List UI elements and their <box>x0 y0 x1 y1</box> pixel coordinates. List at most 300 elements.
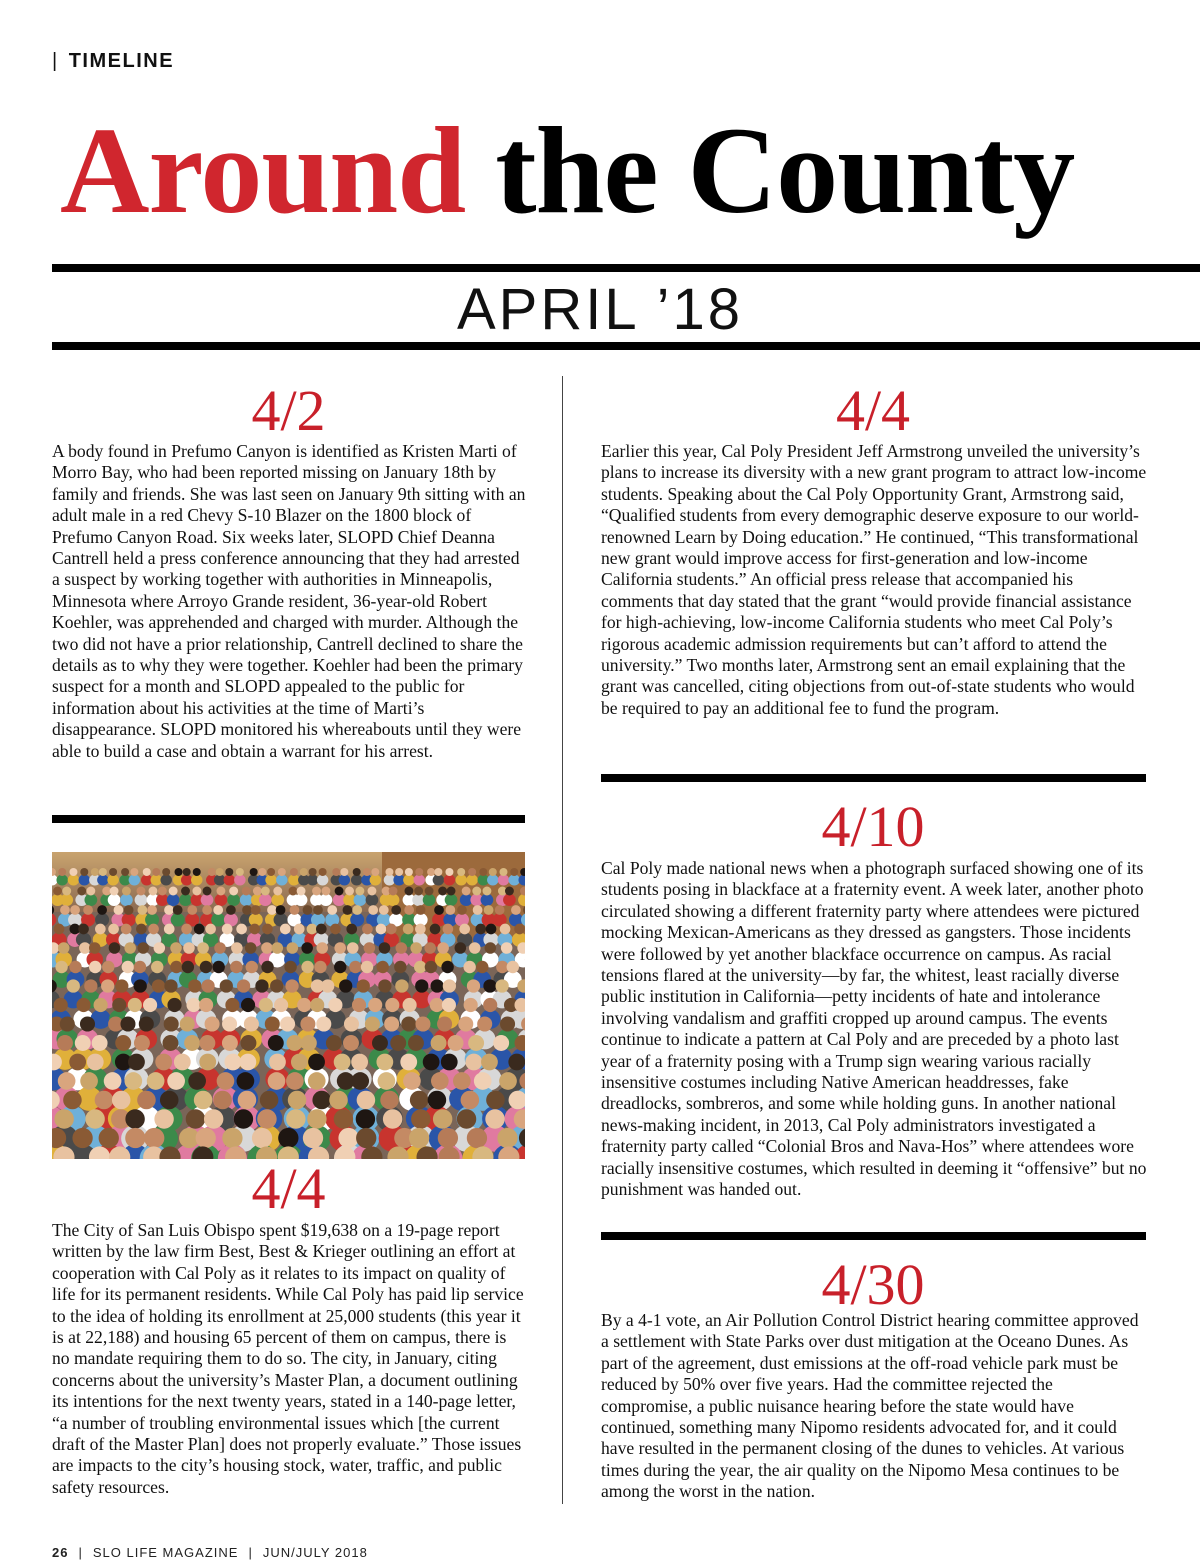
crowd-person-head <box>262 924 273 935</box>
crowd-person-head <box>108 924 119 935</box>
crowd-person-head <box>404 905 414 915</box>
crowd-person-head <box>144 1128 164 1148</box>
crowd-person-head <box>314 961 326 973</box>
crowd-person-head <box>125 1128 145 1148</box>
crowd-person-head <box>273 887 282 896</box>
crowd-person-head <box>326 1035 342 1051</box>
crowd-person-head <box>334 1054 351 1071</box>
crowd-person-body <box>240 894 253 906</box>
crowd-person-body <box>370 875 382 886</box>
crowd-person-head <box>72 1128 92 1148</box>
crowd-person-head <box>477 1016 492 1031</box>
crowd-person-head <box>378 1072 396 1090</box>
crowd-person-head <box>309 868 317 876</box>
crowd-person-head <box>181 924 192 935</box>
crowd-person-body <box>508 875 520 886</box>
crowd-person-head <box>183 868 191 876</box>
crowd-person-body <box>84 894 97 906</box>
crowd-person-head <box>76 998 90 1012</box>
entry-text: A body found in Prefumo Canyon is identified as Kristen Marti of Morro Bay, who had been reported missing on January 18th by family and friends. She was last seen on January 9th sitting with an adult male in a red Chevy S-10 Blazer on the 1800 block of Prefumo Canyon Road. Six weeks later, SLOPD Chief Deanna Cantrell held a press conference announcing that they had arrested a suspect by working together with authorities in Minneapolis, Minnesota where Arroyo Grande resident, 36-year-old Robert Koehler, was apprehended and charged with murder. Although the two did not have a prior relationship, Cantrell declined to share the details as to why they were together. Koehler had been the primary suspect for a month and SLOPD appealed to the public for information about his activities at the time of Marti’s disappearance. SLOPD monitored his whereabouts until they were able to build a case and obtain a warrant for his arrest. <box>52 441 527 762</box>
crowd-person-head <box>430 998 444 1012</box>
crowd-person-head <box>124 905 134 915</box>
crowd-person-head <box>313 905 323 915</box>
section-tag <box>52 50 174 73</box>
crowd-person-head <box>201 979 214 992</box>
crowd-person-body <box>107 875 119 886</box>
crowd-person-head <box>199 998 213 1012</box>
crowd-person-body <box>433 875 445 886</box>
crowd-person-head <box>415 924 426 935</box>
crowd-person-head <box>368 998 382 1012</box>
crowd-person-head <box>514 924 525 935</box>
crowd-person-body <box>339 875 351 886</box>
crowd-person-head <box>280 924 291 935</box>
crowd-person-head <box>462 887 471 896</box>
crowd-person-head <box>365 1016 380 1031</box>
crowd-person-head <box>169 887 178 896</box>
crowd-photo <box>52 852 525 1159</box>
crowd-person-head <box>134 1035 150 1051</box>
crowd-person-head <box>489 868 497 876</box>
entry-text: The City of San Luis Obispo spent $19,638 on a 19-page report written by the law firm Best, Best & Krieger outlining an effort at cooperation with Cal Poly as it relates to its impact on quality of life for its permanent residents. While Cal Poly has paid lip service to the idea of holding its enrollment at 25,000 students (this year it is at 22,188) and housing 65 percent of them on campus, there is no mandate requiring them to do so. The city, in January, citing concerns about the university’s Master Plan, a document outlining its intentions for the next twenty years, stated in a 140-page letter, “a number of troubling environmental issues which [the current draft of the Master Plan] does not properly evaluate.” Those issues are impacts to the city’s housing stock, water, traffic, and public safety resources. <box>52 1220 527 1498</box>
crowd-person-head <box>453 1072 471 1090</box>
crowd-person-body <box>276 875 288 886</box>
crowd-person-head <box>220 979 233 992</box>
crowd-person-head <box>499 1072 517 1090</box>
crowd-person-body <box>179 894 192 906</box>
crowd-person-body <box>351 875 363 886</box>
crowd-person-head <box>508 1054 525 1071</box>
crowd-person-head <box>437 942 449 954</box>
crowd-person-body <box>259 894 272 906</box>
crowd-person-head <box>286 1072 304 1090</box>
crowd-person-head <box>448 1035 464 1051</box>
crowd-person-head <box>147 1072 165 1090</box>
crowd-person-head <box>252 1128 272 1148</box>
crowd-person-head <box>497 1128 517 1148</box>
crowd-person-head <box>385 868 393 876</box>
crowd-person-head <box>416 905 426 915</box>
crowd-person-body <box>455 875 467 886</box>
crowd-person-head <box>469 942 481 954</box>
crowd-person-head <box>261 961 273 973</box>
crowd-person-head <box>385 998 399 1012</box>
crowd-person-head <box>163 1035 179 1051</box>
crowd-person-head <box>457 905 467 915</box>
crowd-person-body <box>444 875 456 886</box>
crowd-person-head <box>371 868 379 876</box>
crowd-person-head <box>57 1035 73 1051</box>
crowd-person-head <box>170 942 182 954</box>
crowd-person-head <box>69 961 81 973</box>
crowd-person-head <box>493 1035 509 1051</box>
crowd-person-body <box>108 894 121 906</box>
crowd-person-head <box>97 905 107 915</box>
crowd-person-head <box>164 905 174 915</box>
crowd-person-head <box>384 1016 399 1031</box>
crowd-person-head <box>319 868 327 876</box>
crowd-person-head <box>203 887 212 896</box>
crowd-person-body <box>60 894 73 906</box>
crowd-person-head <box>363 868 371 876</box>
crowd-person-head <box>376 961 388 973</box>
crowd-person-head <box>278 1128 298 1148</box>
crowd-person-head <box>194 924 205 935</box>
crowd-person-head <box>364 942 376 954</box>
crowd-person-head <box>226 905 236 915</box>
crowd-person-head <box>486 1091 505 1110</box>
crowd-person-head <box>415 979 428 992</box>
crowd-person-head <box>192 887 201 896</box>
crowd-person-head <box>433 1109 452 1128</box>
crowd-person-head <box>510 868 518 876</box>
crowd-person-head <box>290 905 300 915</box>
crowd-person-head <box>501 942 513 954</box>
crowd-person-head <box>287 1035 303 1051</box>
crowd-person-head <box>125 1109 144 1128</box>
crowd-person-head <box>244 1016 259 1031</box>
crowd-person-head <box>349 961 361 973</box>
crowd-person-head <box>109 868 117 876</box>
crowd-person-head <box>188 1072 206 1090</box>
crowd-person-head <box>162 868 170 876</box>
crowd-person-head <box>316 942 328 954</box>
entry-date: 4/30 <box>600 1254 1146 1316</box>
crowd-person-head <box>353 868 361 876</box>
crowd-person-head <box>389 887 398 896</box>
crowd-person-head <box>395 979 408 992</box>
crowd-person-head <box>321 887 330 896</box>
crowd-person-head <box>212 961 224 973</box>
crowd-person-head <box>483 979 496 992</box>
crowd-person-head <box>403 1072 421 1090</box>
crowd-person-head <box>259 998 273 1012</box>
crowd-person-head <box>58 868 66 876</box>
crowd-person-head <box>485 1109 504 1128</box>
crowd-person-head <box>403 924 414 935</box>
crowd-person-head <box>484 905 494 915</box>
crowd-person-head <box>300 868 308 876</box>
crowd-person-head <box>240 1035 256 1051</box>
entry-rule <box>601 1232 1146 1240</box>
crowd-person-head <box>330 924 341 935</box>
crowd-person-head <box>334 1109 353 1128</box>
crowd-person-head <box>79 942 91 954</box>
crowd-person-head <box>83 905 93 915</box>
crowd-person-head <box>128 998 142 1012</box>
crowd-person-head <box>425 961 437 973</box>
crowd-person-head <box>459 924 470 935</box>
crowd-person-head <box>475 924 486 935</box>
crowd-person-head <box>173 905 183 915</box>
crowd-person-head <box>442 998 456 1012</box>
crowd-person-head <box>136 924 147 935</box>
crowd-person-head <box>269 1054 286 1071</box>
crowd-person-body <box>224 875 236 886</box>
entry-date: 4/4 <box>600 380 1146 442</box>
crowd-person-head <box>403 998 417 1012</box>
crowd-person-head <box>345 887 354 896</box>
crowd-person-head <box>55 961 67 973</box>
crowd-person-head <box>343 1035 359 1051</box>
crowd-person-head <box>361 961 373 973</box>
crowd-person-head <box>143 998 157 1012</box>
crowd-person-head <box>238 1091 257 1110</box>
crowd-person-head <box>112 998 126 1012</box>
crowd-person-head <box>482 887 491 896</box>
crowd-person-head <box>357 979 370 992</box>
crowd-person-head <box>291 1054 308 1071</box>
crowd-person-head <box>253 887 262 896</box>
crowd-person-head <box>225 868 233 876</box>
crowd-person-head <box>465 1054 482 1071</box>
crowd-person-head <box>505 887 514 896</box>
crowd-person-head <box>257 1109 276 1128</box>
crowd-person-head <box>272 942 284 954</box>
page-number: 26 <box>52 1545 68 1560</box>
crowd-person-body <box>403 875 415 886</box>
page-title <box>60 96 1200 246</box>
crowd-person-head <box>194 1091 213 1110</box>
crowd-person-body <box>201 894 214 906</box>
crowd-person-head <box>425 887 434 896</box>
crowd-person-head <box>67 979 80 992</box>
crowd-person-head <box>137 1091 156 1110</box>
crowd-person-head <box>137 942 149 954</box>
crowd-person-head <box>400 1054 417 1071</box>
publication-name: SLO LIFE MAGAZINE <box>93 1545 239 1560</box>
crowd-person-head <box>297 998 311 1012</box>
crowd-person-head <box>216 887 225 896</box>
crowd-person-head <box>187 905 197 915</box>
crowd-person-head <box>167 998 181 1012</box>
crowd-person-head <box>149 887 158 896</box>
crowd-person-head <box>137 905 147 915</box>
crowd-person-head <box>356 1109 375 1128</box>
crowd-person-head <box>289 887 298 896</box>
crowd-person-head <box>443 979 456 992</box>
crowd-person-head <box>290 868 298 876</box>
crowd-person-head <box>80 1072 98 1090</box>
crowd-person-head <box>334 961 346 973</box>
section-tag-bar: | <box>52 50 59 72</box>
crowd-person-body <box>320 894 333 906</box>
crowd-person-head <box>316 1016 331 1031</box>
crowd-person-head <box>69 868 77 876</box>
crowd-person-head <box>199 1054 216 1071</box>
crowd-person-head <box>208 868 216 876</box>
crowd-person-head <box>312 1091 331 1110</box>
crowd-person-body <box>167 894 180 906</box>
crowd-person-body <box>307 875 319 886</box>
crowd-person-head <box>85 1109 104 1128</box>
crowd-person-head <box>104 1072 122 1090</box>
crowd-person-body <box>234 875 246 886</box>
crowd-person-head <box>445 868 453 876</box>
crowd-person-head <box>303 905 313 915</box>
crowd-person-head <box>54 998 68 1012</box>
crowd-person-head <box>139 1016 154 1031</box>
crowd-person-head <box>186 998 200 1012</box>
crowd-person-head <box>147 905 157 915</box>
crowd-person-head <box>109 942 121 954</box>
crowd-person-head <box>483 998 497 1012</box>
crowd-person-head <box>160 1091 179 1110</box>
crowd-person-head <box>199 1035 215 1051</box>
crowd-person-head <box>472 887 481 896</box>
crowd-person-head <box>339 979 352 992</box>
crowd-person-head <box>193 868 201 876</box>
crowd-person-head <box>213 905 223 915</box>
crowd-person-head <box>230 961 242 973</box>
crowd-person-head <box>242 887 251 896</box>
crowd-person-head <box>183 942 195 954</box>
crowd-person-head <box>405 868 413 876</box>
crowd-person-head <box>184 1035 200 1051</box>
crowd-person-head <box>89 961 101 973</box>
crowd-person-head <box>58 1072 76 1090</box>
crowd-person-head <box>196 1128 216 1148</box>
crowd-person-head <box>75 1035 91 1051</box>
crowd-person-head <box>95 1091 114 1110</box>
crowd-person-body <box>171 913 185 926</box>
crowd-person-head <box>152 979 165 992</box>
crowd-person-head <box>164 979 177 992</box>
crowd-person-head <box>430 979 443 992</box>
header-rule-bottom <box>52 342 1200 350</box>
crowd-person-head <box>340 868 348 876</box>
crowd-person-head <box>351 1054 368 1071</box>
crowd-person-head <box>181 887 190 896</box>
crowd-person-head <box>414 961 426 973</box>
page-title-red: Around <box>60 102 465 239</box>
crowd-person-head <box>222 924 233 935</box>
crowd-person-head <box>174 1054 191 1071</box>
crowd-person-body <box>120 894 133 906</box>
crowd-person-head <box>236 924 247 935</box>
crowd-person-head <box>445 905 455 915</box>
crowd-person-head <box>355 887 364 896</box>
crowd-person-head <box>486 924 497 935</box>
crowd-person-body <box>79 875 91 886</box>
crowd-person-head <box>479 868 487 876</box>
crowd-person-head <box>288 1091 307 1110</box>
crowd-person-head <box>307 924 318 935</box>
crowd-person-head <box>258 868 266 876</box>
crowd-person-head <box>245 942 257 954</box>
crowd-person-head <box>476 961 488 973</box>
crowd-person-body <box>481 894 494 906</box>
crowd-person-head <box>222 1035 238 1051</box>
crowd-person-head <box>60 905 70 915</box>
issue-date: JUN/JULY 2018 <box>263 1545 368 1560</box>
crowd-person-head <box>500 1016 515 1031</box>
crowd-person-head <box>335 887 344 896</box>
crowd-person-body <box>414 875 426 886</box>
crowd-person-head <box>431 1072 449 1090</box>
crowd-person-head <box>115 1035 131 1051</box>
crowd-photo-image <box>52 852 525 1159</box>
crowd-person-head <box>188 979 201 992</box>
crowd-person-head <box>86 887 95 896</box>
header-rule-top <box>52 264 1200 272</box>
crowd-person-head <box>468 1035 484 1051</box>
crowd-person-head <box>368 905 378 915</box>
crowd-person-head <box>438 887 447 896</box>
crowd-person-head <box>134 979 147 992</box>
crowd-person-head <box>438 1128 458 1148</box>
crowd-person-head <box>95 924 106 935</box>
crowd-person-head <box>376 924 387 935</box>
crowd-person-head <box>170 961 182 973</box>
crowd-person-body <box>503 894 516 906</box>
crowd-person-head <box>408 1035 424 1051</box>
crowd-person-body <box>181 875 193 886</box>
crowd-person-head <box>267 868 275 876</box>
crowd-person-head <box>54 1109 73 1128</box>
crowd-person-head <box>378 979 391 992</box>
crowd-person-head <box>405 887 414 896</box>
crowd-person-head <box>77 887 86 896</box>
crowd-person-head <box>274 998 288 1012</box>
crowd-person-body <box>288 875 300 886</box>
crowd-person-head <box>368 887 377 896</box>
crowd-person-head <box>332 868 340 876</box>
crowd-person-head <box>347 942 359 954</box>
entry-date: 4/2 <box>52 380 525 442</box>
crowd-person-head <box>473 905 483 915</box>
crowd-person-body <box>295 894 308 906</box>
crowd-person-head <box>334 942 346 954</box>
crowd-person-head <box>122 961 134 973</box>
crowd-person-head <box>386 924 397 935</box>
crowd-person-head <box>467 1128 487 1148</box>
crowd-person-head <box>69 1054 86 1071</box>
crowd-person-body <box>366 894 379 906</box>
crowd-person-body <box>191 875 203 886</box>
crowd-person-head <box>216 868 224 876</box>
crowd-person-head <box>495 979 508 992</box>
crowd-person-head <box>154 942 166 954</box>
crowd-person-body <box>317 875 329 886</box>
crowd-person-head <box>310 998 324 1012</box>
crowd-person-head <box>500 924 511 935</box>
crowd-person-head <box>481 1054 498 1071</box>
crowd-person-head <box>204 1109 223 1128</box>
crowd-person-head <box>217 1072 235 1090</box>
entry-rule <box>601 774 1146 782</box>
crowd-person-body <box>423 894 436 906</box>
crowd-person-head <box>499 868 507 876</box>
crowd-person-head <box>495 905 505 915</box>
crowd-person-body <box>271 894 284 906</box>
crowd-person-body <box>445 894 458 906</box>
crowd-person-head <box>301 1035 317 1051</box>
crowd-person-head <box>458 1016 473 1031</box>
crowd-person-head <box>158 887 167 896</box>
crowd-person-head <box>409 1128 429 1148</box>
crowd-person-head <box>346 924 357 935</box>
crowd-person-body <box>466 875 478 886</box>
month-heading: APRIL ’18 <box>0 278 1200 342</box>
page-title-black: the County <box>495 102 1074 239</box>
crowd-person-head <box>328 998 342 1012</box>
crowd-person-head <box>265 1016 280 1031</box>
crowd-person-head <box>270 979 283 992</box>
crowd-person-head <box>485 942 497 954</box>
crowd-person-head <box>464 998 478 1012</box>
crowd-person-head <box>261 942 273 954</box>
